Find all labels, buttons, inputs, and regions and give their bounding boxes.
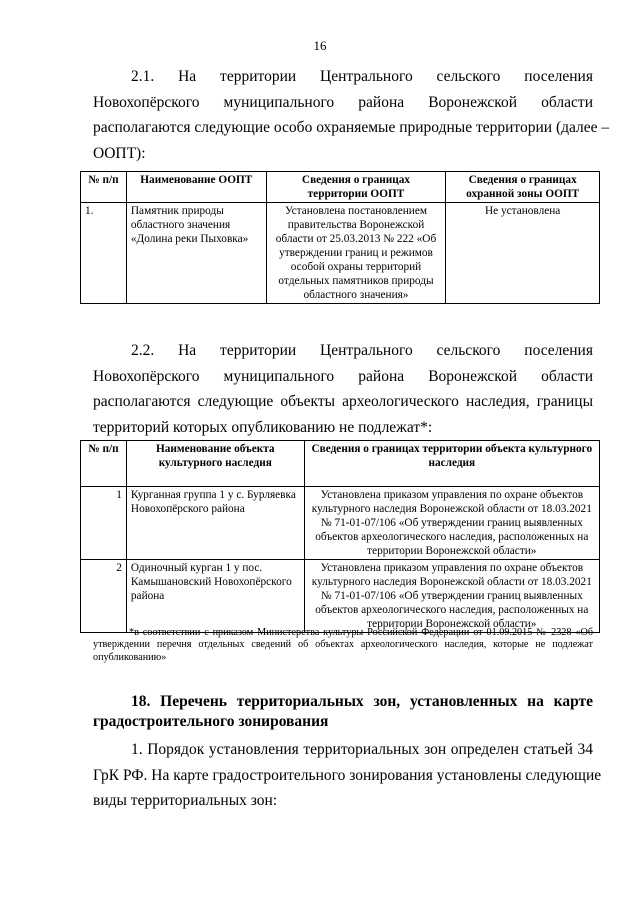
cell-zone: Не установлена (446, 203, 600, 304)
cell-name: Памятник природы областного значения «Долина реки Пыховка» (126, 203, 266, 304)
column-header-number: № п/п (81, 441, 127, 487)
paragraph-line: 1. Порядок установления территориальных зон определен статьей 34 (131, 741, 593, 758)
table-header-row (81, 441, 600, 487)
paragraph-line: располагаются следующие объекты археологического наследия, границы (93, 393, 593, 410)
column-header-name: Наименование ООПТ (126, 172, 266, 203)
section-2-1-paragraph (93, 64, 610, 166)
cell-boundaries: Установлена приказом управления по охране объектов культурного наследия Воронежской области от 18.03.2021 № 71-01-07/106 «Об утверждении границ выявленных объектов археологического наследия, расположенных на территории Воронежской области» (304, 487, 599, 560)
column-header-name: Наименование объекта культурного наследия (126, 441, 304, 487)
cell-number: 2 (81, 560, 127, 633)
page-number: 16 (313, 38, 327, 53)
paragraph-line: ООПТ): (93, 144, 146, 162)
footnote: *в соответствии с приказом Министерства культуры Российской Федерации от 01.09.2015 № 2328 «Об утверждении перечня отдельных сведений об объектах археологического наследия, которые не подлежат опубликованию» (93, 627, 593, 663)
column-header-number: № п/п (81, 172, 127, 203)
paragraph-line: располагаются следующие особо охраняемые природные территории (далее – (93, 119, 610, 136)
paragraph-line: территорий которых опубликованию не подлежат*: (93, 418, 433, 436)
heritage-objects-table (80, 440, 600, 633)
paragraph-line: 2.2. На территории Центрального сельского поселения (131, 342, 593, 359)
paragraph-line: ГрК РФ. На карте градостроительного зонирования установлены следующие (93, 766, 602, 784)
column-header-boundaries: Сведения о границах территории ООПТ (266, 172, 446, 203)
paragraph-line: Новохопёрского муниципального района Воронежской области (93, 93, 593, 111)
paragraph-line: виды территориальных зон: (93, 792, 278, 809)
protected-areas-table (80, 171, 600, 304)
table-row (81, 203, 600, 304)
heading-line: градостроительного зонирования (93, 713, 329, 730)
table-row (81, 560, 600, 633)
cell-boundaries: Установлена постановлением правительства Воронежской области от 25.03.2013 № 222 «Об утверждении границ и режимов особой охраны территорий отдельных памятников природы областного значения» (266, 203, 446, 304)
cell-number: 1 (81, 487, 127, 560)
table-row (81, 487, 600, 560)
column-header-boundaries: Сведения о границах территории объекта культурного наследия (304, 441, 599, 487)
section-18-heading (93, 692, 593, 732)
table-header-row (81, 172, 600, 203)
paragraph-line: 2.1. На территории Центрального сельского поселения (131, 68, 593, 85)
paragraph-line: Новохопёрского муниципального района Воронежской области (93, 367, 593, 385)
cell-name: Одиночный курган 1 у пос. Камышановский Новохопёрского района (126, 560, 304, 633)
cell-name: Курганная группа 1 у с. Бурляевка Новохопёрского района (126, 487, 304, 560)
cell-boundaries: Установлена приказом управления по охране объектов культурного наследия Воронежской области от 18.03.2021 № 71-01-07/106 «Об утверждении границ выявленных объектов археологического наследия, расположенных на территории Воронежской области» (304, 560, 599, 633)
heading-line: 18. Перечень территориальных зон, установленных на карте (131, 693, 593, 710)
section-18-paragraph (93, 737, 602, 814)
cell-number: 1. (81, 203, 127, 304)
section-2-2-paragraph (93, 338, 593, 440)
column-header-zone: Сведения о границах охранной зоны ООПТ (446, 172, 600, 203)
